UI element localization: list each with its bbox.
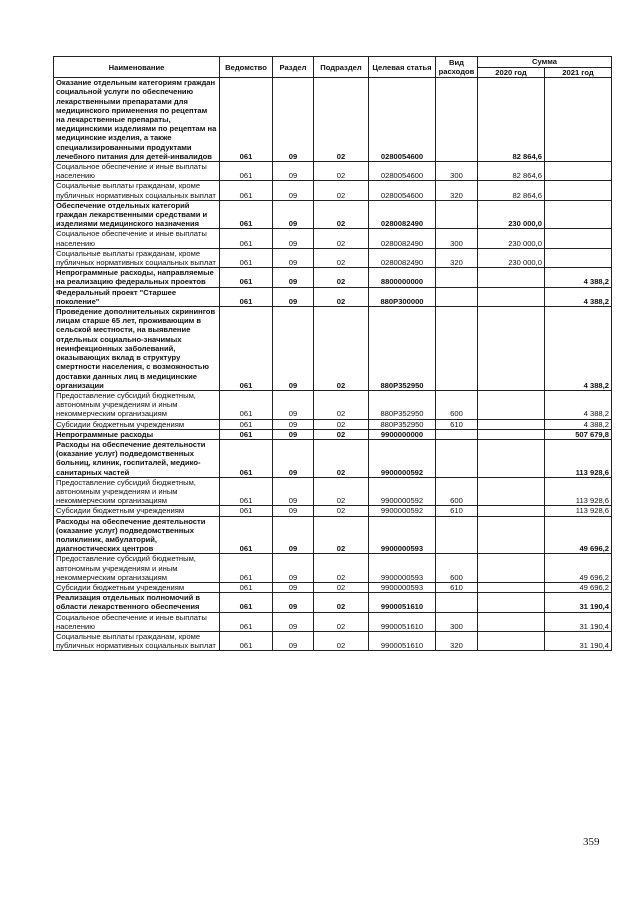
cell-target: 9900051610: [369, 612, 436, 631]
cell-subsection: 02: [314, 307, 369, 391]
cell-department: 061: [220, 631, 273, 650]
cell-2020: [478, 554, 545, 583]
table-row: [54, 593, 612, 612]
cell-target: 0280054600: [369, 78, 436, 162]
cell-2020: [478, 593, 545, 612]
cell-department: 061: [220, 390, 273, 419]
cell-subsection: 02: [314, 287, 369, 306]
cell-name: Обеспечение отдельных категорий граждан лекарственными средствами и изделиями медицинского назначения: [54, 200, 220, 229]
cell-department: 061: [220, 287, 273, 306]
page-number: 359: [583, 836, 600, 848]
table-row: [54, 390, 612, 419]
cell-2021: 113 928,6: [545, 506, 612, 516]
cell-subsection: 02: [314, 419, 369, 429]
cell-section: 09: [273, 181, 314, 200]
cell-2021: 49 696,2: [545, 582, 612, 592]
header-year-2020: 2020 год: [478, 68, 545, 78]
cell-target: 0280082490: [369, 200, 436, 229]
cell-2020: 230 000,0: [478, 229, 545, 248]
cell-2020: 82 864,6: [478, 78, 545, 162]
cell-department: 061: [220, 554, 273, 583]
cell-2021: 49 696,2: [545, 516, 612, 554]
cell-department: 061: [220, 200, 273, 229]
table-header: [54, 57, 612, 78]
cell-department: 061: [220, 181, 273, 200]
cell-name: Предоставление субсидий бюджетным, автономным учреждениям и иным некоммерческим организациям: [54, 390, 220, 419]
cell-2021: 113 928,6: [545, 439, 612, 477]
header-sum: Сумма: [478, 57, 612, 68]
cell-target: 8800000000: [369, 268, 436, 287]
table-row: [54, 631, 612, 650]
cell-expense-type: 610: [436, 582, 478, 592]
header-department: Ведомство: [220, 57, 273, 78]
cell-2020: [478, 419, 545, 429]
cell-section: 09: [273, 593, 314, 612]
cell-name: Субсидии бюджетным учреждениям: [54, 506, 220, 516]
cell-2020: [478, 516, 545, 554]
cell-2020: [478, 439, 545, 477]
cell-expense-type: [436, 439, 478, 477]
cell-section: 09: [273, 307, 314, 391]
cell-name: Оказание отдельным категориям граждан социальной услуги по обеспечению лекарственными препаратами для медицинского применения по рецептам на лекарственные препараты, медицинскими изделиями по рецептам на медицинские изделия, а также специализированными продуктами лечебного питания для детей-инвалидов: [54, 78, 220, 162]
cell-department: 061: [220, 229, 273, 248]
cell-department: 061: [220, 429, 273, 439]
cell-target: 9900000000: [369, 429, 436, 439]
cell-name: Социальное обеспечение и иные выплаты населению: [54, 612, 220, 631]
cell-2020: [478, 429, 545, 439]
cell-subsection: 02: [314, 506, 369, 516]
cell-section: 09: [273, 248, 314, 267]
table-row: [54, 419, 612, 429]
cell-2020: [478, 506, 545, 516]
cell-department: 061: [220, 516, 273, 554]
cell-target: 0280082490: [369, 229, 436, 248]
cell-target: 9900000593: [369, 554, 436, 583]
cell-2020: [478, 287, 545, 306]
table-row: [54, 439, 612, 477]
cell-name: Социальное обеспечение и иные выплаты населению: [54, 162, 220, 181]
cell-2021: 113 928,6: [545, 477, 612, 506]
cell-department: 061: [220, 612, 273, 631]
cell-target: 9900000592: [369, 477, 436, 506]
cell-2020: [478, 582, 545, 592]
table-row: [54, 162, 612, 181]
cell-department: 061: [220, 582, 273, 592]
cell-2021: 4 388,2: [545, 419, 612, 429]
cell-expense-type: 300: [436, 229, 478, 248]
table-row: [54, 612, 612, 631]
table-row: [54, 506, 612, 516]
table-row: [54, 200, 612, 229]
cell-2021: [545, 181, 612, 200]
table-row: [54, 268, 612, 287]
cell-2020: 82 864,6: [478, 162, 545, 181]
cell-section: 09: [273, 582, 314, 592]
cell-subsection: 02: [314, 516, 369, 554]
table-row: [54, 516, 612, 554]
cell-subsection: 02: [314, 554, 369, 583]
cell-section: 09: [273, 162, 314, 181]
cell-name: Социальные выплаты гражданам, кроме публичных нормативных социальных выплат: [54, 181, 220, 200]
cell-expense-type: [436, 307, 478, 391]
cell-section: 09: [273, 477, 314, 506]
cell-name: Непрограммные расходы, направляемые на реализацию федеральных проектов: [54, 268, 220, 287]
cell-target: 9900000593: [369, 582, 436, 592]
cell-expense-type: [436, 200, 478, 229]
cell-subsection: 02: [314, 429, 369, 439]
table-row: [54, 78, 612, 162]
table-row: [54, 582, 612, 592]
cell-name: Предоставление субсидий бюджетным, автономным учреждениям и иным некоммерческим организациям: [54, 554, 220, 583]
cell-target: 0280054600: [369, 181, 436, 200]
cell-expense-type: [436, 593, 478, 612]
cell-target: 880P352950: [369, 390, 436, 419]
cell-section: 09: [273, 287, 314, 306]
cell-department: 061: [220, 268, 273, 287]
cell-2020: [478, 477, 545, 506]
cell-target: 9900051610: [369, 631, 436, 650]
cell-target: 880P300000: [369, 287, 436, 306]
cell-name: Субсидии бюджетным учреждениям: [54, 582, 220, 592]
cell-expense-type: 300: [436, 162, 478, 181]
header-subsection: Подраздел: [314, 57, 369, 78]
cell-name: Субсидии бюджетным учреждениям: [54, 419, 220, 429]
cell-expense-type: [436, 78, 478, 162]
cell-department: 061: [220, 506, 273, 516]
cell-department: 061: [220, 248, 273, 267]
cell-2020: [478, 612, 545, 631]
table-row: [54, 248, 612, 267]
table-row: [54, 477, 612, 506]
cell-expense-type: 320: [436, 631, 478, 650]
cell-section: 09: [273, 439, 314, 477]
cell-subsection: 02: [314, 268, 369, 287]
cell-2021: [545, 162, 612, 181]
cell-subsection: 02: [314, 162, 369, 181]
cell-2021: [545, 200, 612, 229]
cell-target: 880P352950: [369, 307, 436, 391]
cell-2021: 49 696,2: [545, 554, 612, 583]
cell-subsection: 02: [314, 582, 369, 592]
cell-2021: [545, 248, 612, 267]
cell-section: 09: [273, 229, 314, 248]
cell-department: 061: [220, 419, 273, 429]
cell-2020: [478, 307, 545, 391]
budget-table: [53, 56, 612, 651]
cell-section: 09: [273, 631, 314, 650]
cell-2021: 31 190,4: [545, 631, 612, 650]
cell-2020: [478, 268, 545, 287]
cell-subsection: 02: [314, 439, 369, 477]
cell-section: 09: [273, 419, 314, 429]
cell-target: 9900000592: [369, 506, 436, 516]
header-section: Раздел: [273, 57, 314, 78]
cell-2021: [545, 229, 612, 248]
cell-2020: 230 000,0: [478, 200, 545, 229]
cell-expense-type: 610: [436, 506, 478, 516]
cell-expense-type: [436, 287, 478, 306]
cell-target: 9900000592: [369, 439, 436, 477]
cell-department: 061: [220, 78, 273, 162]
cell-2020: [478, 390, 545, 419]
cell-2021: 507 679,8: [545, 429, 612, 439]
cell-name: Социальные выплаты гражданам, кроме публичных нормативных социальных выплат: [54, 631, 220, 650]
cell-subsection: 02: [314, 477, 369, 506]
cell-2021: 4 388,2: [545, 307, 612, 391]
cell-expense-type: [436, 268, 478, 287]
cell-department: 061: [220, 307, 273, 391]
cell-subsection: 02: [314, 200, 369, 229]
cell-department: 061: [220, 477, 273, 506]
cell-name: Проведение дополнительных скринингов лицам старше 65 лет, проживающим в сельской местности, на выявление отдельных социально-значимых неинфекционных заболеваний, оказывающих вклад в структуру смертности населения, с возможностью доставки данных лиц в медицинские организации: [54, 307, 220, 391]
cell-section: 09: [273, 516, 314, 554]
cell-section: 09: [273, 554, 314, 583]
cell-2021: 4 388,2: [545, 268, 612, 287]
table-row: [54, 287, 612, 306]
cell-expense-type: 600: [436, 390, 478, 419]
cell-name: Социальное обеспечение и иные выплаты населению: [54, 229, 220, 248]
cell-section: 09: [273, 506, 314, 516]
cell-name: Социальные выплаты гражданам, кроме публичных нормативных социальных выплат: [54, 248, 220, 267]
table-body: [54, 78, 612, 651]
cell-section: 09: [273, 429, 314, 439]
cell-name: Реализация отдельных полномочий в области лекарственного обеспечения: [54, 593, 220, 612]
table-row: [54, 229, 612, 248]
cell-section: 09: [273, 78, 314, 162]
cell-target: 0280082490: [369, 248, 436, 267]
cell-name: Непрограммные расходы: [54, 429, 220, 439]
cell-2021: [545, 78, 612, 162]
header-name: Наименование: [54, 57, 220, 78]
cell-expense-type: [436, 516, 478, 554]
cell-2020: [478, 631, 545, 650]
cell-department: 061: [220, 162, 273, 181]
header-year-2021: 2021 год: [545, 68, 612, 78]
cell-expense-type: 320: [436, 248, 478, 267]
cell-subsection: 02: [314, 390, 369, 419]
cell-name: Федеральный проект "Старшее поколение": [54, 287, 220, 306]
table-row: [54, 181, 612, 200]
cell-2021: 4 388,2: [545, 287, 612, 306]
cell-subsection: 02: [314, 631, 369, 650]
cell-section: 09: [273, 612, 314, 631]
table-row: [54, 554, 612, 583]
cell-2021: 31 190,4: [545, 593, 612, 612]
cell-section: 09: [273, 200, 314, 229]
cell-2021: 4 388,2: [545, 390, 612, 419]
cell-section: 09: [273, 268, 314, 287]
cell-2021: 31 190,4: [545, 612, 612, 631]
cell-target: 880P352950: [369, 419, 436, 429]
cell-2020: 82 864,6: [478, 181, 545, 200]
cell-expense-type: [436, 429, 478, 439]
cell-target: 9900000593: [369, 516, 436, 554]
cell-2020: 230 000,0: [478, 248, 545, 267]
header-target: Целевая статья: [369, 57, 436, 78]
cell-department: 061: [220, 439, 273, 477]
cell-section: 09: [273, 390, 314, 419]
cell-expense-type: 610: [436, 419, 478, 429]
cell-name: Расходы на обеспечение деятельности (оказание услуг) подведомственных поликлиник, амбулаторий, диагностических центров: [54, 516, 220, 554]
cell-subsection: 02: [314, 229, 369, 248]
cell-subsection: 02: [314, 78, 369, 162]
table-row: [54, 307, 612, 391]
cell-name: Расходы на обеспечение деятельности (оказание услуг) подведомственных больниц, клиник, госпиталей, медико-санитарных частей: [54, 439, 220, 477]
cell-subsection: 02: [314, 593, 369, 612]
cell-expense-type: 600: [436, 477, 478, 506]
cell-name: Предоставление субсидий бюджетным, автономным учреждениям и иным некоммерческим организациям: [54, 477, 220, 506]
cell-subsection: 02: [314, 612, 369, 631]
cell-expense-type: 320: [436, 181, 478, 200]
cell-target: 9900051610: [369, 593, 436, 612]
header-expense-type: Вид расходов: [436, 57, 478, 78]
cell-subsection: 02: [314, 181, 369, 200]
cell-expense-type: 600: [436, 554, 478, 583]
cell-target: 0280054600: [369, 162, 436, 181]
cell-expense-type: 300: [436, 612, 478, 631]
table-row: [54, 429, 612, 439]
cell-department: 061: [220, 593, 273, 612]
cell-subsection: 02: [314, 248, 369, 267]
